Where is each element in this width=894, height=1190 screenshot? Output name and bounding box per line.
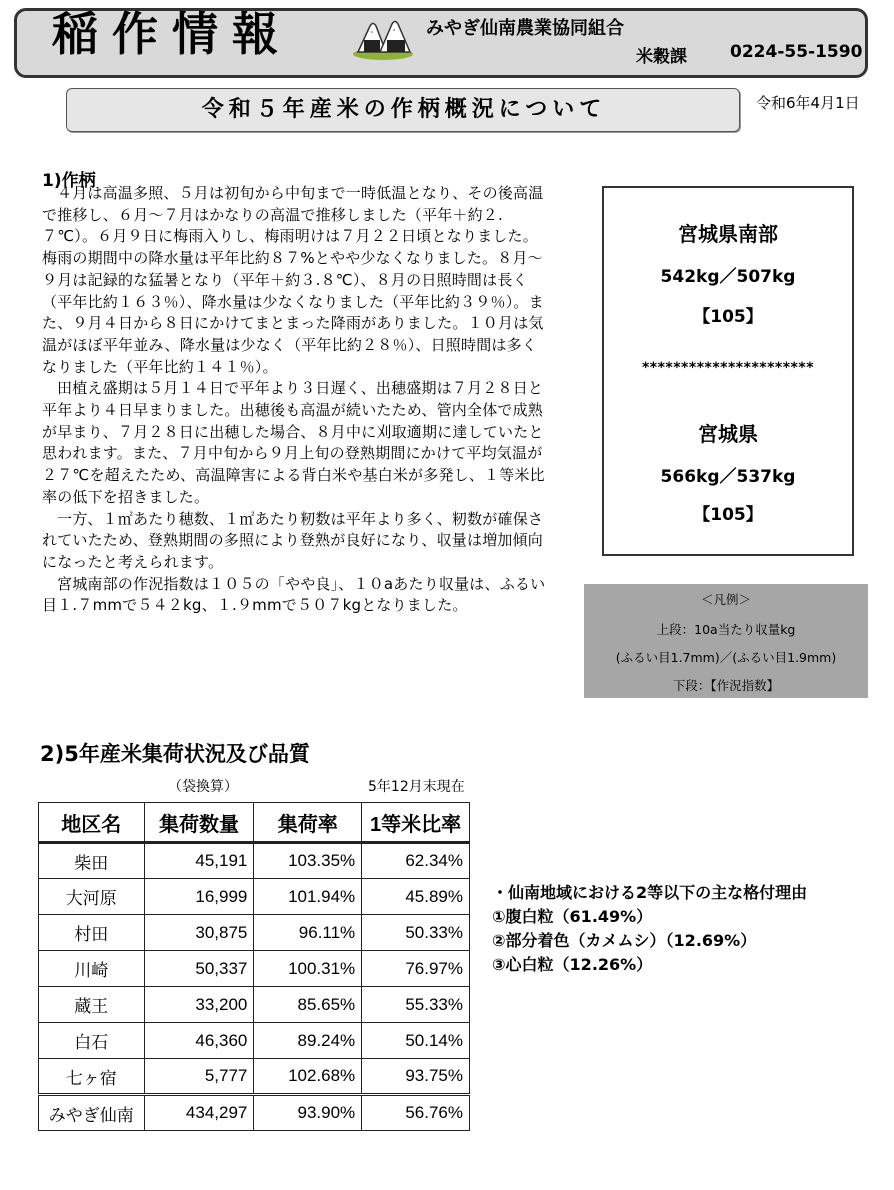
page-subtitle: 令和５年産米の作柄概況について — [201, 97, 607, 122]
legend-sieve-row: (ふるい目1.7mm)／(ふるい目1.9mm) — [615, 650, 837, 665]
grading-reason: ③心白粒（12.26%） — [492, 955, 653, 974]
quantity-cell: 434,297 — [144, 1095, 254, 1131]
grade1-cell: 55.33% — [362, 987, 470, 1023]
grade1-cell: 62.34% — [362, 843, 470, 879]
table-row — [39, 879, 470, 915]
grading-reasons-heading: ・仙南地域における2等以下の主な格付理由 — [492, 883, 808, 902]
section2-heading: 2)5年産米集荷状況及び品質 — [40, 742, 310, 766]
column-header: 地区名 — [39, 803, 145, 843]
quantity-cell: 46,360 — [144, 1023, 254, 1059]
grade1-cell: 45.89% — [362, 879, 470, 915]
table-row — [39, 843, 470, 879]
rate-cell: 103.35% — [254, 843, 362, 879]
org-name: みやぎ仙南農業協同組合 — [426, 18, 624, 39]
column-header: 1等米比率 — [362, 803, 470, 843]
column-header: 集荷数量 — [144, 803, 254, 843]
table-total-row — [39, 1095, 470, 1131]
district-cell: 白石 — [39, 1023, 145, 1059]
south-region-index: 【105】 — [693, 307, 763, 327]
district-cell: 七ヶ宿 — [39, 1059, 145, 1095]
rate-cell: 101.94% — [254, 879, 362, 915]
district-cell: 大河原 — [39, 879, 145, 915]
table-row — [39, 987, 470, 1023]
rate-cell: 93.90% — [254, 1095, 362, 1131]
district-cell: 柴田 — [39, 843, 145, 879]
legend-title: ＜凡例＞ — [700, 592, 751, 607]
section1-body — [42, 183, 552, 617]
quantity-cell: 16,999 — [144, 879, 254, 915]
table-row — [39, 915, 470, 951]
rate-cell: 102.68% — [254, 1059, 362, 1095]
phone-number: 0224-55-1590 — [730, 42, 863, 62]
paragraph: 一方、１㎡あたり穂数、１㎡あたり籾数は平年より多く、籾数が確保されていたため、登熟期間の多照により登熟が良好になり、収量は増加傾向になったと考えられます。 — [42, 509, 544, 571]
subtitle-box — [66, 88, 740, 132]
section1-heading: 1)作柄 — [42, 171, 96, 191]
quantity-cell: 33,200 — [144, 987, 254, 1023]
as-of-date: 5年12月末現在 — [368, 779, 465, 795]
dept-name: 米穀課 — [636, 47, 687, 67]
rice-ball-icon — [352, 16, 414, 62]
quantity-cell: 5,777 — [144, 1059, 254, 1095]
table-header-row — [39, 803, 470, 843]
south-region-name: 宮城県南部 — [678, 222, 778, 246]
grade1-cell: 50.33% — [362, 915, 470, 951]
separator-line: ********************** — [641, 360, 815, 376]
grade1-cell: 76.97% — [362, 951, 470, 987]
district-cell: みやぎ仙南 — [39, 1095, 145, 1131]
table-row — [39, 951, 470, 987]
rate-cell: 85.65% — [254, 987, 362, 1023]
prefecture-yield: 566kg／537kg — [660, 467, 796, 487]
legend-top-row: 上段：10a当たり収量kg — [656, 622, 796, 637]
district-cell: 蔵王 — [39, 987, 145, 1023]
bag-note: （袋換算） — [168, 779, 238, 795]
prefecture-name: 宮城県 — [698, 422, 758, 446]
rate-cell: 96.11% — [254, 915, 362, 951]
paragraph: 田植え盛期は５月１４日で平年より３日遅く、出穂盛期は７月２８日と平年より４日早まりました。出穂後も高温が続いたため、管内全体で成熟が早まり、７月２８日に出穂した場合、８月中に刈取適期に達していたと思われます。また、７月中旬から９月上旬の登熟期間にかけて平均気温が２７℃を超えたため、高温障害による背白米や基白米が多発し、１等米比率の低下を招きました。 — [42, 379, 545, 506]
collection-table — [38, 802, 470, 1131]
newsletter-title: 稲作情報 — [52, 7, 292, 61]
table-row — [39, 1059, 470, 1095]
rate-cell: 89.24% — [254, 1023, 362, 1059]
legend-bottom-row: 下段：【作況指数】 — [672, 678, 780, 693]
quantity-cell: 30,875 — [144, 915, 254, 951]
paragraph: ４月は高温多照、５月は初旬から中旬まで一時低温となり、その後高温で推移し、６月～７月はかなりの高温で推移しました（平年＋約２.７℃）。６月９日に梅雨入りし、梅雨明けは７月２２日頃となりました。梅雨の期間中の降水量は平年比約８７%とやや少なくなりました。８月～９月は記録的な猛暑となり（平年＋約３.８℃）、８月の日照時間は長く（平年比約１６３％）、降水量は少なくなりました（平年比約３９％）。また、９月４日から８日にかけてまとまった降雨がありました。１０月は気温がほぼ平年並み、降水量は少なく（平年比約２８％）、日照時間は多くなりました（平年比約１４１％）。 — [42, 184, 544, 376]
column-header: 集荷率 — [254, 803, 362, 843]
grade1-cell: 56.76% — [362, 1095, 470, 1131]
grading-reason: ②部分着色（カメムシ）（12.69%） — [492, 931, 757, 950]
quantity-cell: 50,337 — [144, 951, 254, 987]
grade1-cell: 93.75% — [362, 1059, 470, 1095]
grading-reason: ①腹白粒（61.49%） — [492, 907, 653, 926]
prefecture-index: 【105】 — [693, 505, 763, 525]
south-region-yield: 542kg／507kg — [660, 267, 796, 287]
district-cell: 川崎 — [39, 951, 145, 987]
table-row — [39, 1023, 470, 1059]
issue-date: 令和6年4月1日 — [756, 94, 860, 112]
district-cell: 村田 — [39, 915, 145, 951]
rate-cell: 100.31% — [254, 951, 362, 987]
paragraph: 宮城南部の作況指数は１０５の「やや良」、１０aあたり収量は、ふるい目１.７mmで５４２kg、１.９mmで５０７kgとなりました。 — [42, 574, 546, 615]
grade1-cell: 50.14% — [362, 1023, 470, 1059]
quantity-cell: 45,191 — [144, 843, 254, 879]
